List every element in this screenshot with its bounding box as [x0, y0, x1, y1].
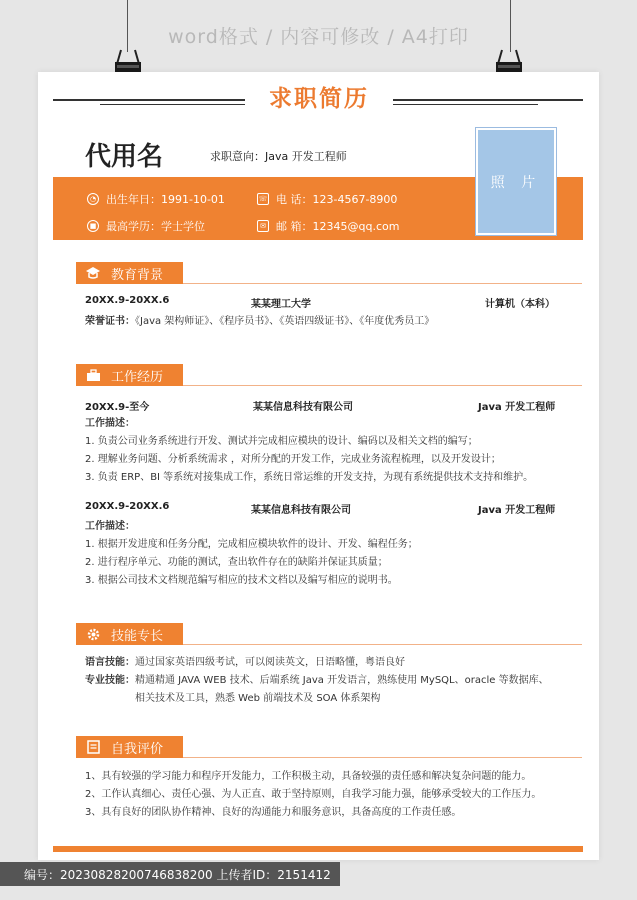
photo-placeholder: 照 片	[476, 128, 556, 235]
briefcase-icon	[85, 367, 101, 383]
email-info: ✉ 邮 箱：12345@qq.com	[257, 218, 399, 234]
title-rule-right-thin	[393, 104, 538, 105]
work2-item: 2. 进行程序单元、功能的测试，查出软件存在的缺陷并保证其质量；	[85, 557, 388, 568]
work2-company: 某某信息科技有限公司	[251, 505, 351, 516]
section-education: 教育背景	[76, 262, 183, 284]
top-caption: word格式 / 内容可修改 / A4打印	[168, 26, 469, 48]
section-rule	[183, 385, 582, 386]
hanging-wire	[510, 0, 511, 52]
section-work: 工作经历	[76, 364, 183, 386]
phone-icon: ☏	[257, 193, 269, 205]
work2-item: 3. 根据公司技术文档规范编写相应的技术文档以及编写相应的说明书。	[85, 575, 398, 586]
self-eval-item: 3、具有良好的团队协作精神、良好的沟通能力和服务意识，具备高度的工作责任感。	[85, 807, 462, 818]
work2-item: 1. 根据开发进度和任务分配，完成相应模块软件的设计、开发、编程任务；	[85, 539, 418, 550]
work1-item: 3. 负责 ERP、BI 等系统对接集成工作，系统日常运维的开发支持，为现有系统提供技术支持和维护。	[85, 472, 534, 483]
title-rule-right	[393, 99, 583, 101]
bottom-accent-bar	[53, 846, 583, 852]
section-rule	[183, 283, 582, 284]
candidate-name: 代用名	[85, 142, 164, 172]
hanging-wire	[127, 0, 128, 52]
work1-period: 20XX.9-至今	[85, 402, 150, 413]
gear-icon	[85, 626, 101, 642]
work2-period: 20XX.9-20XX.6	[85, 501, 170, 512]
mail-icon: ✉	[257, 220, 269, 232]
edu-period: 20XX.9-20XX.6	[85, 295, 170, 306]
edu-major: 计算机（本科）	[485, 299, 555, 310]
section-rule	[183, 757, 582, 758]
work1-company: 某某信息科技有限公司	[253, 402, 353, 413]
birth-info: ◔ 出生年日：1991-10-01	[87, 191, 225, 207]
work1-item: 2. 理解业务问题、分析系统需求 ，对所分配的开发工作，完成业务流程梳理，以及开发设计；	[85, 454, 501, 465]
job-objective: 求职意向：Java 开发工程师	[210, 150, 347, 163]
edu-school: 某某理工大学	[251, 299, 311, 310]
phone-info: ☏ 电 话：123-4567-8900	[258, 193, 398, 206]
title-rule-left	[53, 99, 245, 101]
document-icon	[85, 739, 101, 755]
self-eval-item: 2、工作认真细心、责任心强、为人正直、敢于坚持原则，自我学习能力强，能够承受较大的工作压力。	[85, 789, 542, 800]
skill-language: 语言技能：通过国家英语四级考试，可以阅读英文，日语略懂，粤语良好	[85, 657, 405, 668]
education-icon: ■	[87, 220, 99, 232]
work1-item: 1. 负责公司业务系统进行开发、测试并完成相应模块的设计、编码以及相关文档的编写；	[85, 436, 478, 447]
skill-professional: 专业技能：精通精通 JAVA WEB 技术、后端系统 Java 开发语言，熟练使用 MySQL、oracle 等数据库、	[85, 675, 549, 686]
skill-professional-cont: 相关技术及工具，熟悉 Web 前端技术及 SOA 体系架构	[135, 693, 381, 704]
edu-honors: 荣誉证书：《Java 架构师证》、《程序员书》、《英语四级证书》、《年度优秀员工》	[85, 316, 435, 327]
self-eval-item: 1、具有较强的学习能力和程序开发能力，工作积极主动，具备较强的责任感和解决复杂问题的能力。	[85, 771, 532, 782]
title-rule-left-thin	[100, 104, 245, 105]
section-self-eval: 自我评价	[76, 736, 183, 758]
footer-watermark: 编号：20230828200746838200 上传者ID：2151412	[0, 862, 340, 886]
resume-title: 求职简历	[269, 86, 369, 112]
graduation-cap-icon	[85, 265, 101, 281]
work1-position: Java 开发工程师	[478, 402, 556, 413]
clock-icon: ◔	[87, 193, 99, 205]
education-info: ■ 最高学历：学士学位	[87, 218, 205, 234]
work2-position: Java 开发工程师	[478, 505, 556, 516]
work2-desc-label: 工作描述：	[85, 521, 135, 532]
section-skills: 技能专长	[76, 623, 183, 645]
work1-desc-label: 工作描述：	[85, 418, 135, 429]
section-rule	[183, 644, 582, 645]
